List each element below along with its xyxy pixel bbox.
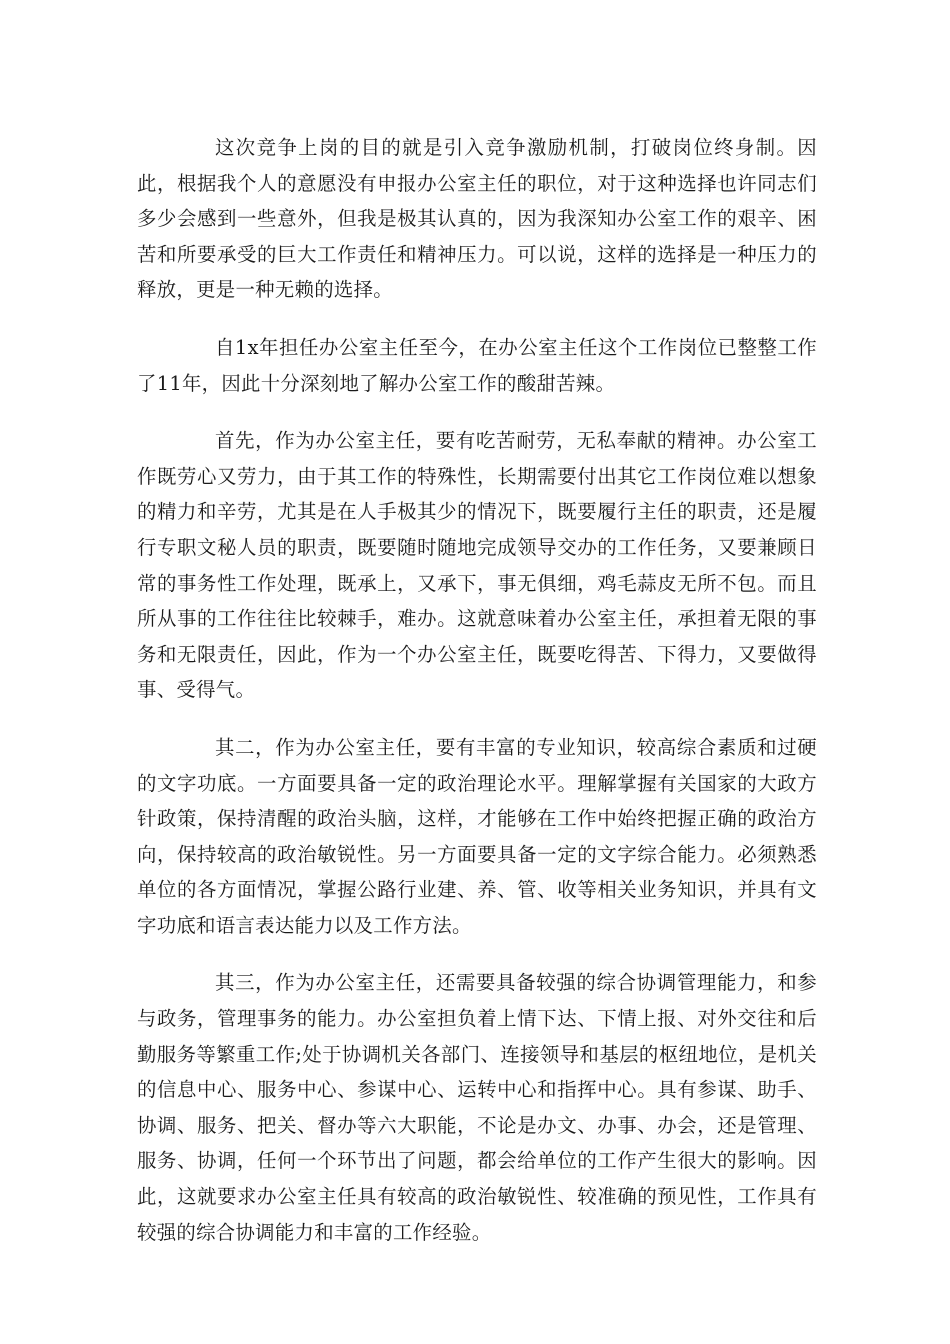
paragraph-1: 这次竞争上岗的目的就是引入竞争激励机制，打破岗位终身制。因此，根据我个人的意愿没有申报办公室主任的职位，对于这种选择也许同志们多少会感到一些意外，但我是极其认真的，因为我深知办公室工作的艰辛、困苦和所要承受的巨大工作责任和精神压力。可以说，这样的选择是一种压力的释放，更是一种无赖的选择。	[137, 136, 817, 302]
document-body	[137, 130, 817, 1272]
paragraph-5: 其三，作为办公室主任，还需要具备较强的综合协调管理能力，和参与政务，管理事务的能力。办公室担负着上情下达、下情上报、对外交往和后勤服务等繁重工作;处于协调机关各部门、连接领导和基层的枢纽地位，是机关的信息中心、服务中心、参谋中心、运转中心和指挥中心。具有参谋、助手、协调、服务、把关、督办等六大职能，不论是办文、办事、办会，还是管理、服务、协调，任何一个环节出了问题，都会给单位的工作产生很大的影响。因此，这就要求办公室主任具有较高的政治敏锐性、较准确的预见性，工作具有较强的综合协调能力和丰富的工作经验。	[137, 971, 817, 1244]
paragraph-4: 其二，作为办公室主任，要有丰富的专业知识，较高综合素质和过硬的文字功底。一方面要具备一定的政治理论水平。理解掌握有关国家的大政方针政策，保持清醒的政治头脑，这样，才能够在工作中始终把握正确的政治方向，保持较高的政治敏锐性。另一方面要具备一定的文字综合能力。必须熟悉单位的各方面情况，掌握公路行业建、养、管、收等相关业务知识，并具有文字功底和语言表达能力以及工作方法。	[137, 735, 817, 937]
paragraph-2: 自1x年担任办公室主任至今，在办公室主任这个工作岗位已整整工作了11年，因此十分深刻地了解办公室工作的酸甜苦辣。	[137, 335, 817, 395]
paragraph-3: 首先，作为办公室主任，要有吃苦耐劳，无私奉献的精神。办公室工作既劳心又劳力，由于其工作的特殊性，长期需要付出其它工作岗位难以想象的精力和辛劳，尤其是在人手极其少的情况下，既要履行主任的职责，还是履行专职文秘人员的职责，既要随时随地完成领导交办的工作任务，又要兼顾日常的事务性工作处理，既承上，又承下，事无俱细，鸡毛蒜皮无所不包。而且所从事的工作往往比较棘手，难办。这就意味着办公室主任，承担着无限的事务和无限责任，因此，作为一个办公室主任，既要吃得苦、下得力，又要做得事、受得气。	[137, 429, 817, 702]
